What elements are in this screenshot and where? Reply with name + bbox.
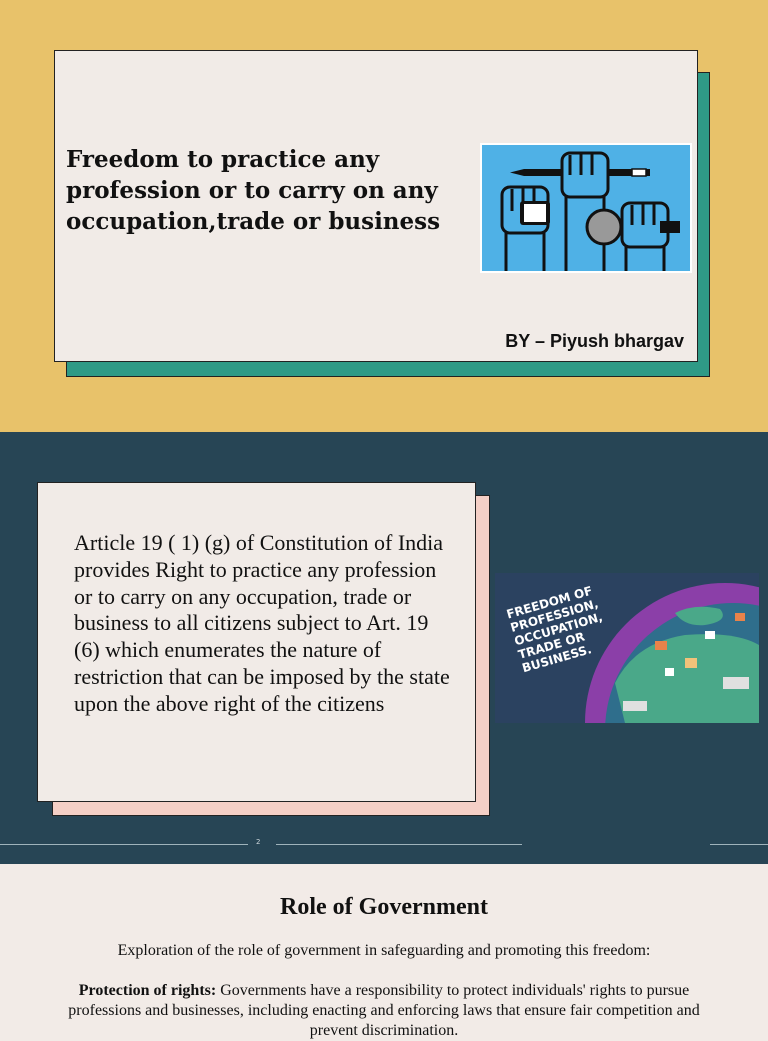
article-text: Article 19 ( 1) (g) of Constitution of India provides Right to practice any profession or to carry on any occupation, trade or business to all citizens subject to Art. 19 (6) which enumerates the nature of restriction that can be imposed by the state upon the above right of the citizens	[74, 530, 450, 716]
slide-title-text: Freedom to practice any profession or to carry on any occupation,trade or business	[66, 146, 441, 235]
section-intro: Exploration of the role of government in safeguarding and promoting this freedom:	[117, 942, 651, 959]
author-credit: BY – Piyush bhargav	[505, 331, 684, 351]
section-heading: Role of Government	[280, 894, 488, 920]
footer-divider-right	[710, 844, 768, 845]
point-label: Protection of rights:	[78, 982, 217, 999]
footer-divider-middle	[276, 844, 522, 845]
freedom-banner-image	[495, 573, 759, 723]
slide-title	[0, 0, 768, 432]
slide-article	[0, 432, 768, 864]
protection-of-rights-paragraph	[60, 981, 708, 1041]
page-number: 2	[256, 838, 261, 846]
footer-divider-left	[0, 844, 248, 845]
slide-role-of-government	[0, 864, 768, 1039]
point-text: Governments have a responsibility to protect individuals' rights to pursue professions and businesses, including enacting and enforcing laws that ensure fair competition and prevent discrimination.	[68, 982, 700, 1039]
banner-text: FREEDOM OF PROFESSION, OCCUPATION, TRADE OR BUSINESS.	[505, 583, 605, 676]
raised-fists-icon	[480, 143, 692, 273]
